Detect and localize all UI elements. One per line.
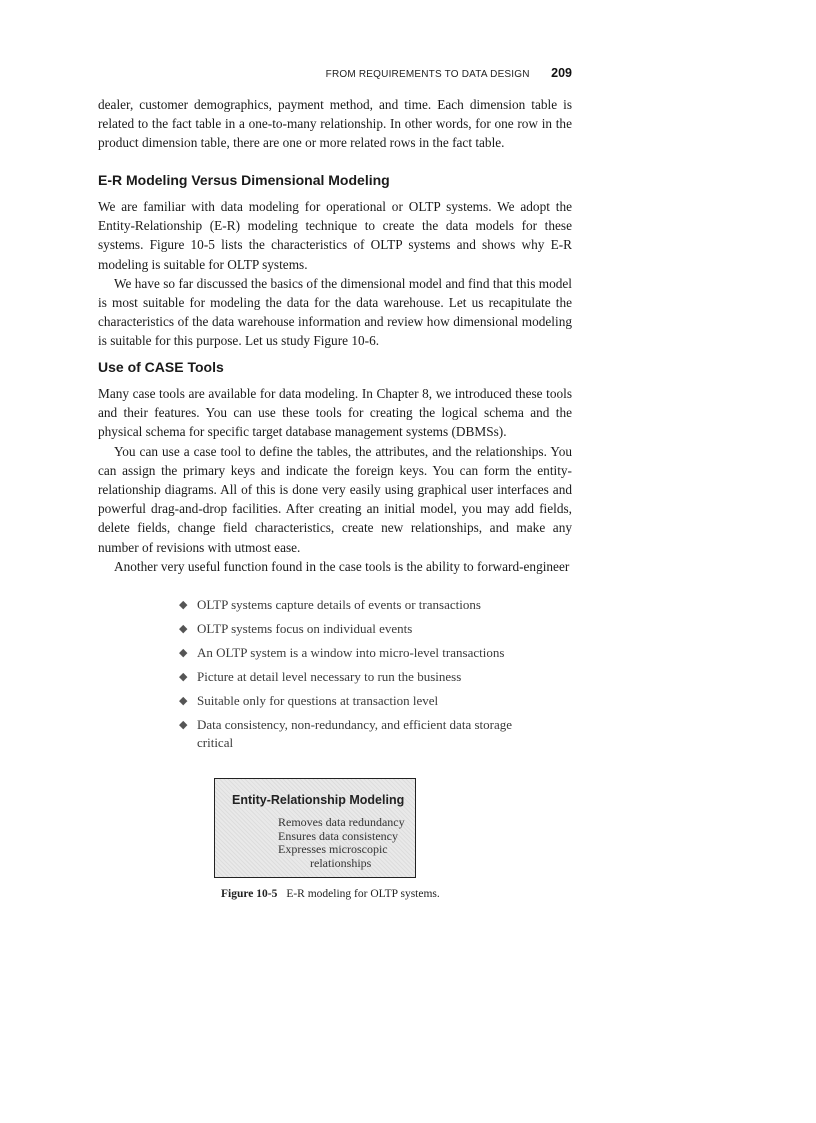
figure-label: Figure 10-5 bbox=[221, 888, 278, 900]
section1-paragraph-1: We are familiar with data modeling for operational or OLTP systems. We adopt the Entity-Relationship (E-R) modeling technique to create the data models for these systems. Figure 10-5 lists the characteristics of OLTP systems and shows why E-R modeling is suitable for OLTP systems. bbox=[98, 199, 572, 272]
er-box-item: Expresses microscopic bbox=[278, 842, 388, 856]
list-item: ◆ Data consistency, non-redundancy, and efficient data storage critical bbox=[179, 717, 513, 750]
diamond-bullet-icon: ◆ bbox=[179, 647, 188, 659]
list-item: ◆ An OLTP system is a window into micro-level transactions bbox=[179, 645, 505, 660]
list-item: ◆ OLTP systems focus on individual events bbox=[179, 621, 413, 636]
diamond-bullet-icon: ◆ bbox=[179, 599, 188, 611]
er-box-title: Entity-Relationship Modeling bbox=[232, 793, 405, 807]
section2-paragraph-1: Many case tools are available for data modeling. In Chapter 8, we introduced these tools and their features. You can use these tools for creating the logical schema and the physical schema for specific target database management systems (DBMSs). bbox=[98, 386, 572, 440]
list-item: ◆ OLTP systems capture details of events or transactions bbox=[179, 597, 481, 612]
section2-paragraph-3: Another very useful function found in the case tools is the ability to forward-engineer bbox=[114, 558, 570, 574]
er-box-items bbox=[278, 816, 405, 870]
diamond-bullet-icon: ◆ bbox=[179, 695, 188, 707]
list-item: ◆ Suitable only for questions at transaction level bbox=[179, 693, 439, 708]
list-item: ◆ Picture at detail level necessary to run the business bbox=[179, 669, 462, 684]
er-modeling-box bbox=[214, 778, 416, 878]
diamond-bullet-icon: ◆ bbox=[179, 623, 188, 635]
er-box-item: relationships bbox=[310, 855, 372, 870]
section-heading-case-tools: Use of CASE Tools bbox=[98, 359, 224, 375]
section1-paragraph-2: We have so far discussed the basics of the dimensional model and find that this model is most suitable for modeling the data for the data warehouse. Let us recapitulate the characteristics of the data warehouse information and review how dimensional modeling is suitable for this purpose. Let us study Figure 10-6. bbox=[98, 275, 572, 349]
figure-caption bbox=[221, 888, 440, 900]
oltp-characteristics-list bbox=[179, 596, 539, 758]
diamond-bullet-icon: ◆ bbox=[179, 719, 188, 731]
er-box-item: Removes data redundancy bbox=[278, 815, 405, 829]
running-title: FROM REQUIREMENTS TO DATA DESIGN bbox=[325, 69, 530, 80]
running-head bbox=[0, 64, 572, 82]
section2-paragraph-2: You can use a case tool to define the tables, the attributes, and the relationships. You can assign the primary keys and indicate the foreign keys. You can form the entity-relationship diagrams. All of this is done very easily using graphical user interfaces and powerful drag-and-drop facilities. After creating an initial model, you may add fields, delete fields, change field characteristics, create new relationships, and make any number of revisions with utmost ease. bbox=[98, 443, 572, 555]
er-box-item: Ensures data consistency bbox=[278, 828, 398, 843]
section-case-tools bbox=[98, 359, 572, 576]
figure-caption-text: E-R modeling for OLTP systems. bbox=[286, 888, 440, 900]
diamond-bullet-icon: ◆ bbox=[179, 671, 188, 683]
intro-block bbox=[98, 95, 572, 153]
page-number: 209 bbox=[551, 66, 572, 80]
section-heading-er-vs-dimensional: E-R Modeling Versus Dimensional Modeling bbox=[98, 172, 390, 188]
section-er-vs-dimensional bbox=[98, 172, 572, 351]
intro-paragraph: dealer, customer demographics, payment method, and time. Each dimension table is related to the fact table in a one-to-many relationship. In other words, for one row in the product dimension table, there are one or more related rows in the fact table. bbox=[98, 97, 572, 151]
